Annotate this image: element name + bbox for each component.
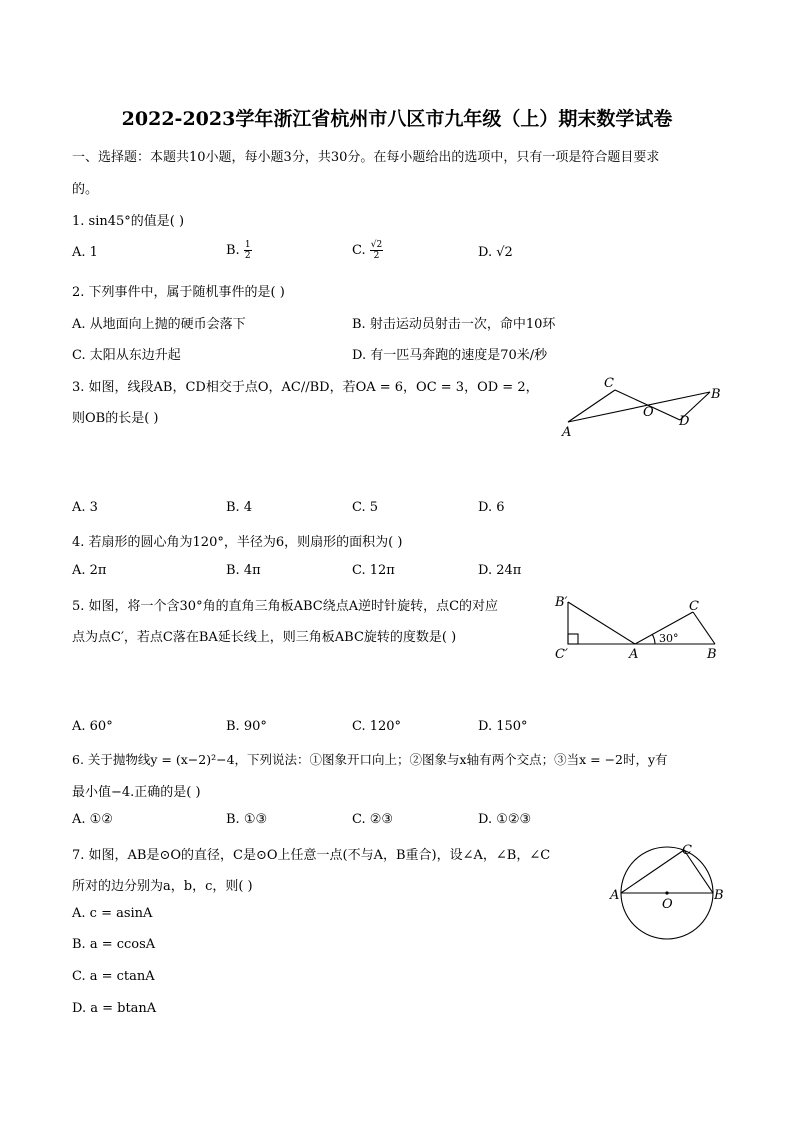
q5-option-c: C. 120° xyxy=(352,719,402,734)
q1-option-b-numerator: 1 xyxy=(244,240,251,250)
q3-figure xyxy=(555,372,730,442)
q1-option-b xyxy=(226,240,252,261)
q2-option-b: B. 射击运动员射击一次，命中10环 xyxy=(352,317,556,332)
section-header-line1: 一、选择题：本题共10小题，每小题3分，共30分。在每小题给出的选项中，只有一项是符合题目要求 xyxy=(72,150,660,165)
q3-label-c: C xyxy=(604,376,614,391)
q5-label-c: C xyxy=(689,599,699,614)
q4-option-b: B. 4π xyxy=(226,563,261,578)
q7-figure xyxy=(610,840,730,945)
q3-option-b: B. 4 xyxy=(226,500,253,515)
q7-option-d: D. a = btanA xyxy=(72,1001,157,1016)
q7-chord-ac xyxy=(621,850,684,893)
q7-label-c: C xyxy=(682,843,692,858)
q1-option-a: A. 1 xyxy=(72,245,98,260)
q1-option-c-fraction xyxy=(370,240,383,261)
q4-option-d: D. 24π xyxy=(478,563,522,578)
q3-option-d: D. 6 xyxy=(478,500,505,515)
q1-option-c-numerator: √2 xyxy=(370,240,383,250)
q6-option-d: D. ①②③ xyxy=(478,812,532,827)
page-title: 2022-2023学年浙江省杭州市八区市九年级（上）期末数学试卷 xyxy=(121,108,673,130)
q3-label-d: D xyxy=(679,414,690,429)
q2-stem: 2. 下列事件中，属于随机事件的是( ) xyxy=(72,285,285,300)
q1-stem: 1. sin45°的值是( ) xyxy=(72,214,185,229)
q6-option-b: B. ①③ xyxy=(226,812,268,827)
q5-label-cprime: C′ xyxy=(555,647,568,662)
q1-option-b-denominator: 2 xyxy=(244,251,251,261)
q5-option-a: A. 60° xyxy=(72,719,113,734)
q2-option-c: C. 太阳从东边升起 xyxy=(72,348,181,363)
q3-option-c: C. 5 xyxy=(352,500,379,515)
q1-option-b-label: B. xyxy=(226,243,240,258)
q7-center-point xyxy=(665,891,668,894)
q6-option-a: A. ①② xyxy=(72,812,113,827)
q6-stem-line2: 最小值−4.正确的是( ) xyxy=(72,785,201,800)
q5-option-b: B. 90° xyxy=(226,719,267,734)
q4-option-c: C. 12π xyxy=(352,563,395,578)
q4-option-a: A. 2π xyxy=(72,563,107,578)
q5-segment-c-b xyxy=(693,612,715,644)
q7-option-a: A. c = asinA xyxy=(72,906,153,921)
q3-label-a: A xyxy=(562,425,572,440)
q5-option-d: D. 150° xyxy=(478,719,528,734)
q3-stem-line2: 则OB的长是( ) xyxy=(72,411,159,426)
q4-stem: 4. 若扇形的圆心角为120°，半径为6，则扇形的面积为( ) xyxy=(72,535,403,550)
q1-option-d: D. √2 xyxy=(478,245,513,260)
q7-stem-line1: 7. 如图，AB是⊙O的直径，C是⊙O上任意一点(不与A，B重合)，设∠A，∠B，∠C xyxy=(72,848,551,863)
q5-label-b: B xyxy=(707,647,717,662)
q5-angle-arc xyxy=(652,634,655,644)
q7-label-b: B xyxy=(714,888,724,903)
q5-right-angle-mark xyxy=(568,634,578,644)
section-header-line2: 的。 xyxy=(72,182,99,197)
q7-label-a: A xyxy=(610,888,620,903)
q3-label-b: B xyxy=(711,387,721,402)
q5-stem-line1: 5. 如图，将一个含30°角的直角三角板ABC绕点A逆时针旋转，点C的对应 xyxy=(72,599,499,614)
q1-option-c xyxy=(352,240,383,261)
q5-stem-line2: 点为点C′，若点C落在BA延长线上，则三角板ABC旋转的度数是( ) xyxy=(72,630,457,645)
q2-option-a: A. 从地面向上抛的硬币会落下 xyxy=(72,317,246,332)
q6-option-c: C. ②③ xyxy=(352,812,394,827)
q7-option-b: B. a = ccosA xyxy=(72,937,156,952)
q5-label-bprime: B′ xyxy=(555,595,568,610)
q6-stem-line1: 6. 关于抛物线y = (x−2)²−4，下列说法：①图象开口向上；②图象与x轴有两个交点；③当x = −2时，y有 xyxy=(72,752,668,767)
q5-figure xyxy=(553,592,728,667)
q7-label-o: O xyxy=(662,897,673,912)
q5-label-angle: 30° xyxy=(659,632,679,645)
q1-option-c-denominator: 2 xyxy=(373,251,380,261)
q7-stem-line2: 所对的边分别为a，b，c，则( ) xyxy=(72,879,253,894)
q1-option-c-label: C. xyxy=(352,243,366,258)
q3-option-a: A. 3 xyxy=(72,500,98,515)
q5-label-a: A xyxy=(629,647,639,662)
q2-option-d: D. 有一匹马奔跑的速度是70米/秒 xyxy=(352,348,548,363)
q1-option-b-fraction xyxy=(244,240,252,261)
q7-option-c: C. a = ctanA xyxy=(72,969,155,984)
q3-stem-line1: 3. 如图，线段AB，CD相交于点O，AC//BD，若OA = 6，OC = 3，OD = 2， xyxy=(72,380,539,395)
q3-label-o: O xyxy=(643,405,654,420)
